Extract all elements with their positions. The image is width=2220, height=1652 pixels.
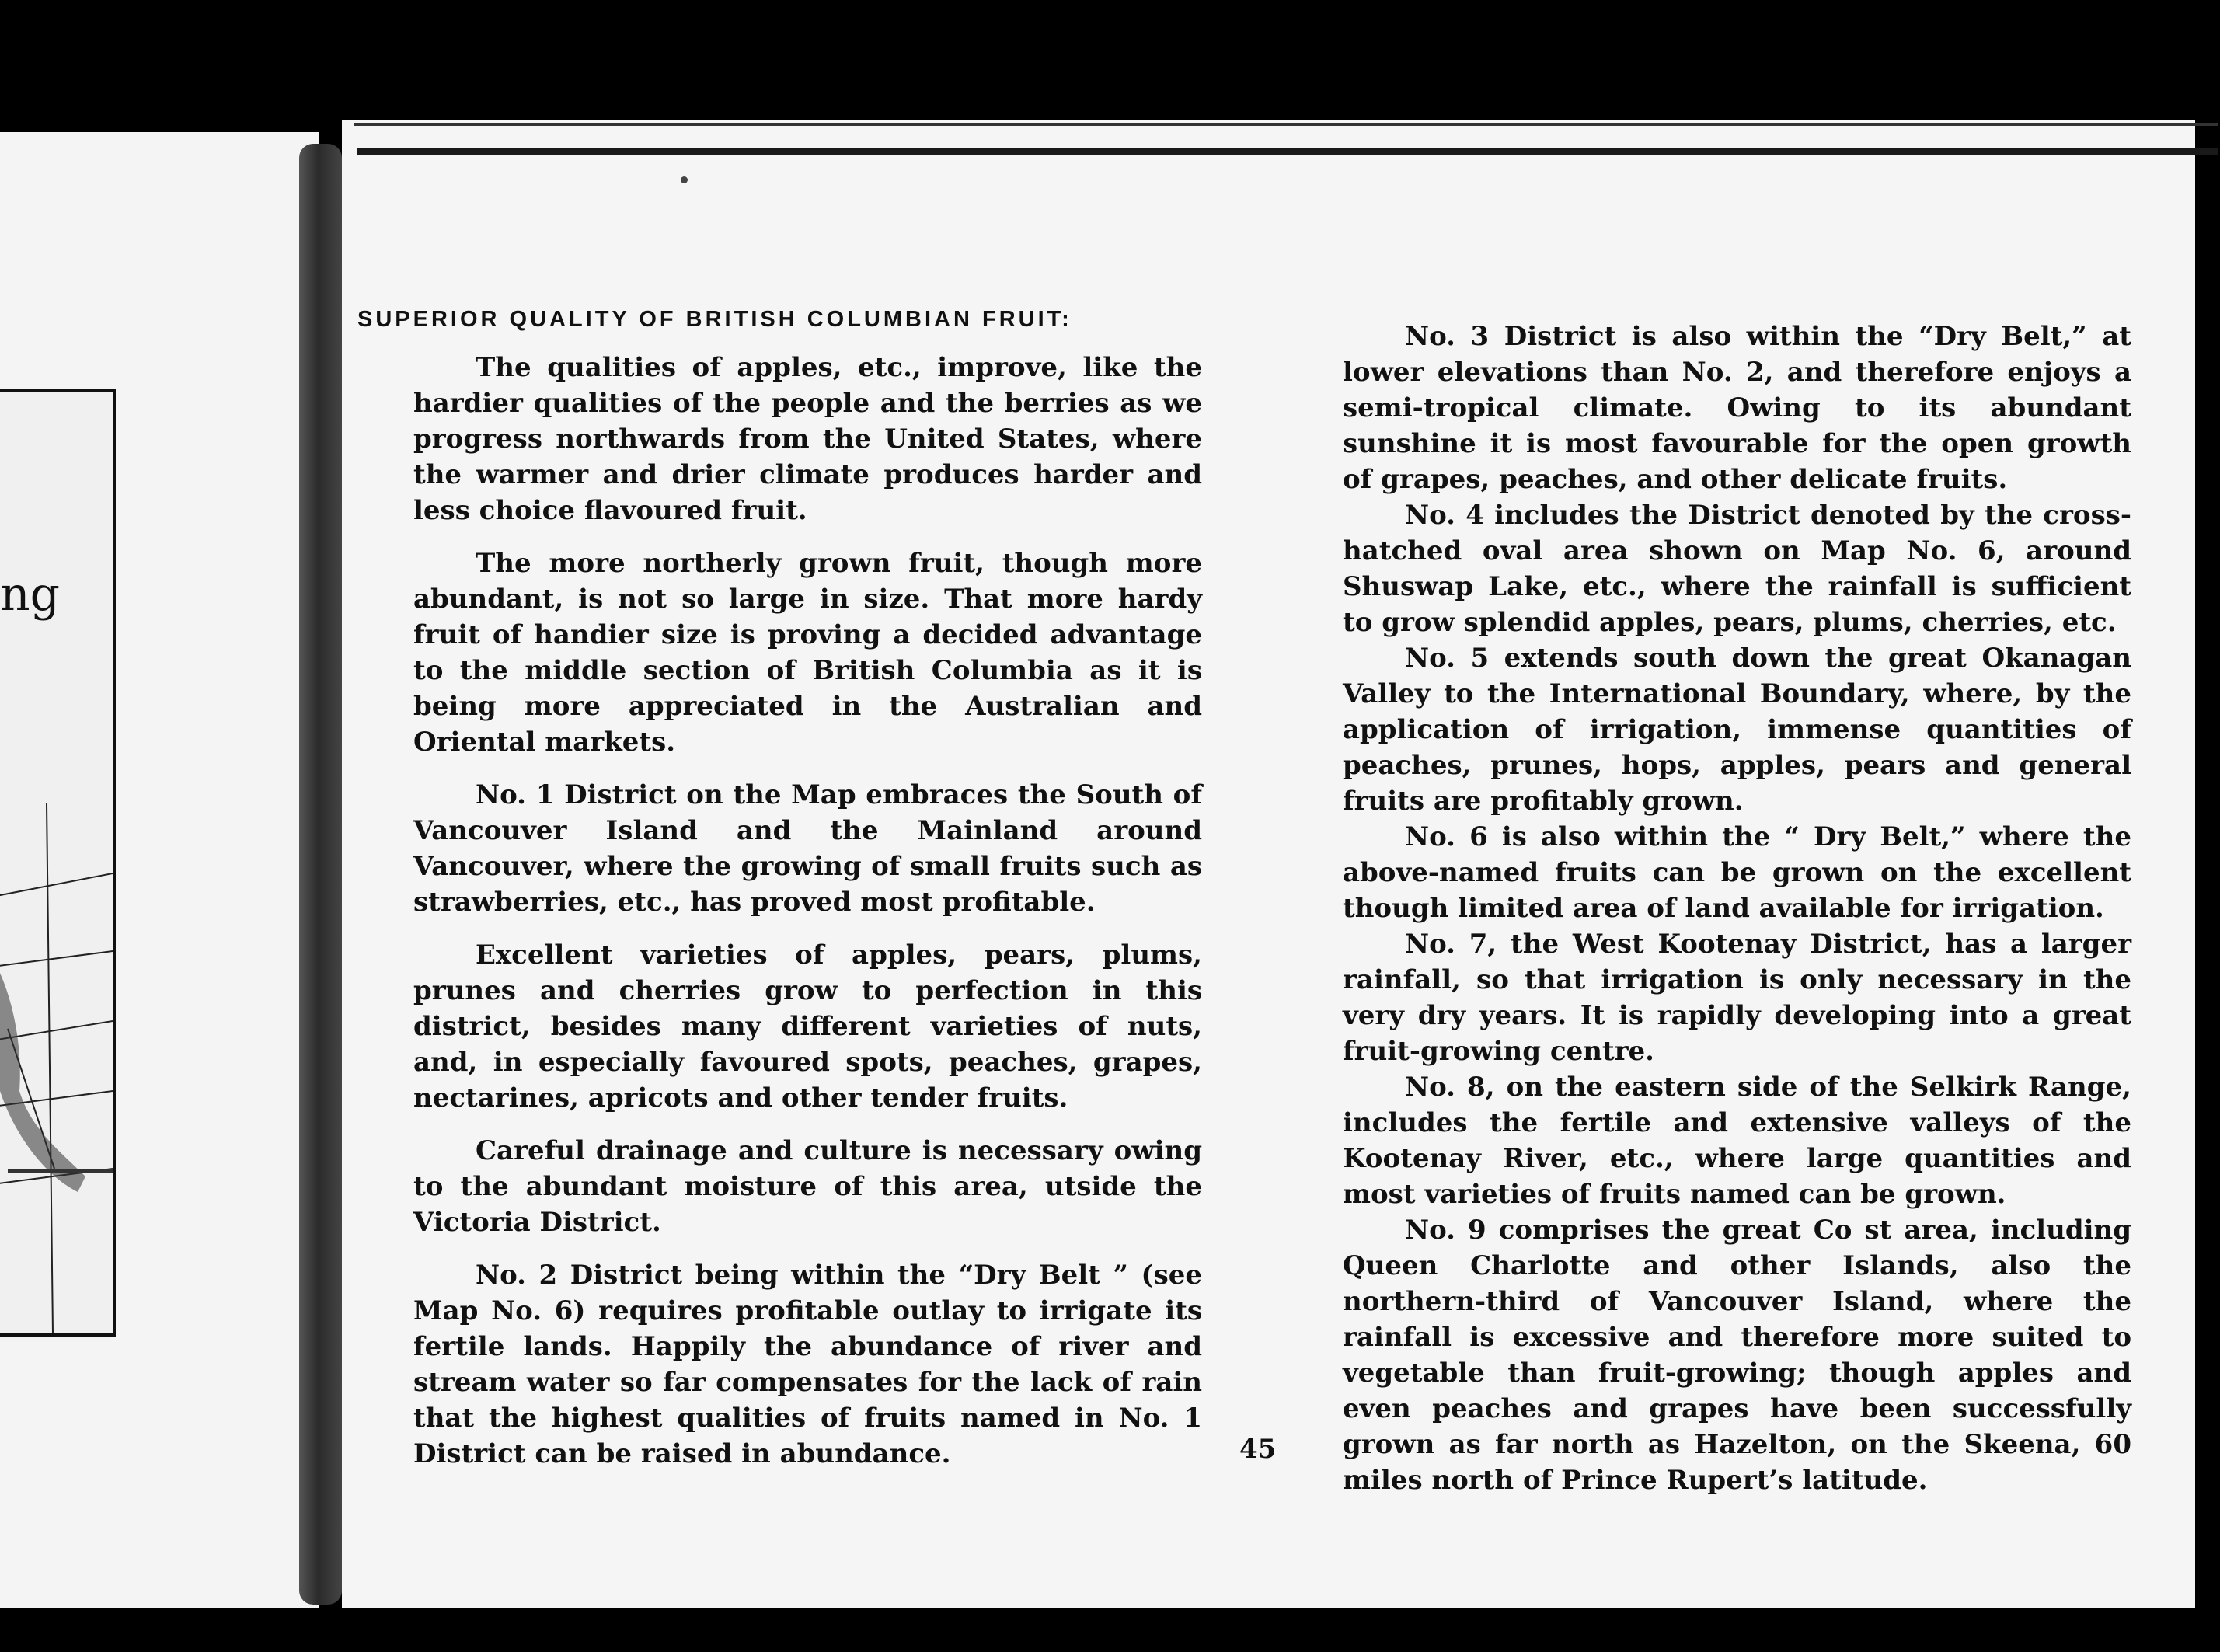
paragraph: No. 7, the West Kootenay District, has a larger rainfall, so that irrigation is only necessary in the very dry years. It is rapidly developing into a great fruit-growing centre. [1343,929,2131,1067]
paragraph: No. 8, on the eastern side of the Selkirk Range, includes the fertile and extensive valleys of the Kootenay River, etc., where large quantities and most varieties of fruits named can be grown. [1343,1072,2131,1210]
page-number: 45 [1239,1434,1277,1465]
left-page [0,132,319,1616]
left-page-text-fragment: ng [0,567,61,622]
book-gutter [299,144,342,1605]
right-column [1343,319,2131,1498]
paragraph: No. 1 District on the Map embraces the South of Vancouver Island and the Mainland around Vancouver, where the growing of small fruits such as strawberries, etc., has proved most profitable. [413,779,1202,918]
section-heading: SUPERIOR QUALITY OF BRITISH COLUMBIAN FRUIT: [357,307,1072,332]
paragraph: Excellent varieties of apples, pears, plums, prunes and cherries grow to perfection in this district, besides many different varieties of nuts, and, in especially favoured spots, peaches, grapes, nectarines, apricots and other tender fruits. [413,939,1202,1114]
paragraph: No. 9 comprises the great Co st area, including Queen Charlotte and other Islands, also the northern-third of Vancouver Island, where the rainfall is excessive and therefore more suited to vegetable than fruit-growing; though apples and even peaches and grapes have been successfully grown as far north as Hazelton, on the Skeena, 60 miles north of Prince Rupert’s latitude. [1343,1215,2131,1496]
paragraph: The more northerly grown fruit, though more abundant, is not so large in size. That more hardy fruit of handier size is proving a decided advantage to the middle section of British Columbia as it is being more appreciated in the Australian and Oriental markets. [413,548,1202,758]
top-rule [357,148,2218,155]
paragraph: No. 2 District being within the “Dry Belt ” (see Map No. 6) requires profitable outlay to irrigate its fertile lands. Happily the abundance of river and stream water so far compensates for the lack of rain that the highest qualities of fruits named in No. 1 District can be raised in abundance. [413,1260,1202,1469]
bottom-margin [0,1608,2220,1652]
ink-dot [681,176,688,183]
paragraph: No. 5 extends south down the great Okanagan Valley to the International Boundary, where, by the application of irrigation, immense quantities of peaches, prunes, hops, apples, pears and general fruits are profitably grown. [1343,643,2131,817]
paragraph: Careful drainage and culture is necessary owing to the abundant moisture of this area, utside the Victoria District. [413,1135,1202,1238]
page-edge [354,123,2218,126]
paragraph: No. 4 includes the District denoted by the cross-hatched oval area shown on Map No. 6, around Shuswap Lake, etc., where the rainfall is sufficient to grow splendid apples, pears, plums, cherries, etc. [1343,500,2131,638]
paragraph: The qualities of apples, etc., improve, like the hardier qualities of the people and the berries as we progress northwards from the United States, where the warmer and drier climate produces harder and less choice flavoured fruit. [413,352,1202,526]
paragraph: No. 3 District is also within the “Dry Belt,” at lower elevations than No. 2, and therefore enjoys a semi-tropical climate. Owing to its abundant sunshine it is most favourable for the open growth of grapes, peaches, and other delicate fruits. [1343,321,2131,495]
paragraph: No. 6 is also within the “ Dry Belt,” where the above-named fruits can be grown on the excellent though limited area of land available for irrigation. [1343,821,2131,924]
map-fragment [0,389,116,1337]
left-column [413,350,1202,1489]
